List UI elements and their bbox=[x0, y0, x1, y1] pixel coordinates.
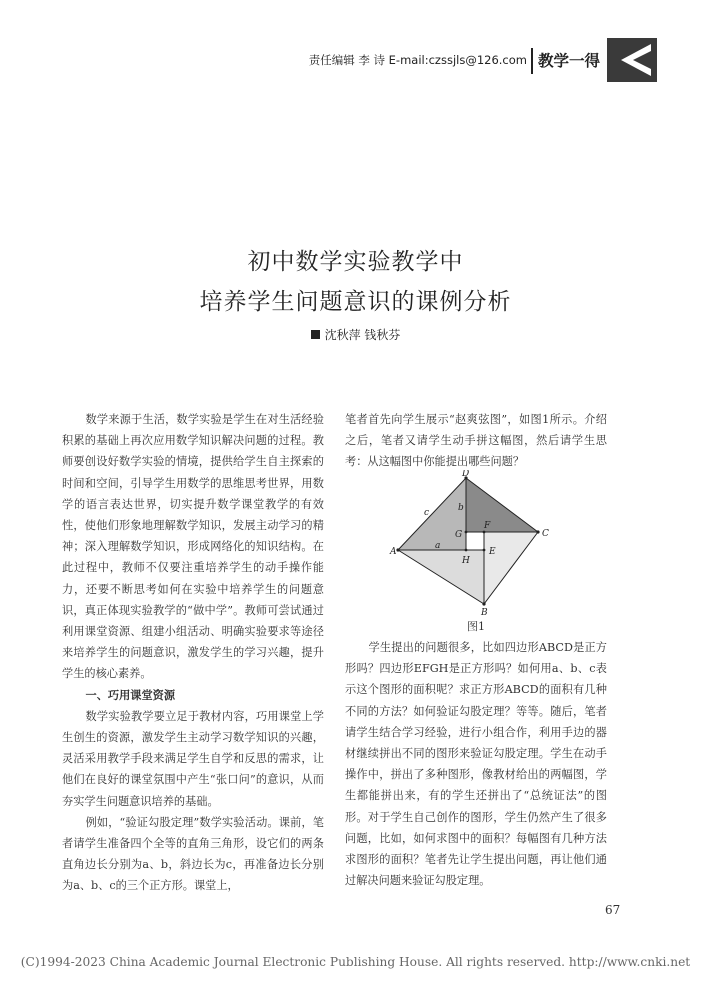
left-column bbox=[62, 409, 324, 897]
label-E: E bbox=[489, 547, 496, 557]
triangle-bottom bbox=[398, 550, 484, 604]
article-title-line1: 初中数学实验教学中 bbox=[247, 249, 464, 275]
label-G: G bbox=[455, 530, 463, 540]
label-B: B bbox=[481, 608, 488, 615]
chevron-logo-icon bbox=[607, 38, 657, 82]
section-name: 教学一得 bbox=[538, 52, 601, 70]
paragraph: 数学来源于生活，数学实验是学生在对生活经验积累的基础上再次应用数学知识解决问题的过程。教师要创设好数学实验的情境，提供给学生自主探索的时间和空间，引导学生用数学的思维思考世界，用数学的语言表达世界，切实提升数学课堂教学的有效性，使他们形象地理解数学知识，发展主动学习的精神；深入理解数学知识，形成网络化的知识结构。在此过程中，教师不仅要注重培养学生的动手操作能力，还要不断思考如何在实验中培养学生的问题意识，真正体现实验教学的“做中学”。教师可尝试通过利用课堂资源、组建小组活动、明确实验要求等途径来培养学生的问题意识，激发学生的学习兴趣，提升学生的核心素养。 bbox=[62, 413, 324, 681]
figure-caption: 图1 bbox=[467, 620, 485, 633]
label-A: A bbox=[390, 547, 397, 557]
editor-contact: 责任编辑 李 诗 E-mail:czssjls@126.com bbox=[308, 53, 527, 67]
square-bullet-icon bbox=[311, 330, 320, 339]
label-C: C bbox=[542, 529, 549, 539]
right-column-top bbox=[345, 409, 607, 473]
author-names: 沈秋萍 钱秋芬 bbox=[324, 328, 401, 342]
triangle-right bbox=[484, 532, 538, 604]
label-D: D bbox=[462, 470, 470, 479]
article-title-line2: 培养学生问题意识的课例分析 bbox=[199, 289, 512, 315]
paragraph: 学生提出的问题很多，比如四边形ABCD是正方形吗？四边形EFGH是正方形吗？如何用a、b、c表示这个图形的面积呢？求正方形ABCD的面积有几种不同的方法？如何验证勾股定理？等等。随后，笔者请学生结合学习经验，进行小组合作，利用手边的器材继续拼出不同的图形来验证勾股定理。学生在动手操作中，拼出了多种图形，像教材给出的两幅图，学生都能拼出来，有的学生还拼出了“总统证法”的图形。对于学生自己创作的图形，学生仍然产生了很多问题，比如，如何求图中的面积？每幅图有几种方法求图形的面积？笔者先让学生提出问题，再让他们通过解决问题来验证勾股定理。 bbox=[345, 641, 607, 888]
paragraph: 笔者首先向学生展示“赵爽弦图”，如图1所示。介绍之后，笔者又请学生动手拼这幅图，然后请学生思考：从这幅图中你能提出哪些问题？ bbox=[345, 413, 607, 469]
inner-square bbox=[466, 532, 484, 550]
zhao-shuang-diagram bbox=[388, 470, 568, 615]
label-b: b bbox=[458, 503, 464, 513]
header-divider bbox=[531, 48, 533, 74]
copyright-footer: (C)1994-2023 China Academic Journal Electronic Publishing House. All rights reserved. http://www.cnki.net bbox=[20, 955, 691, 969]
page-header bbox=[0, 38, 711, 78]
right-column-bottom bbox=[345, 637, 607, 891]
triangle-top bbox=[466, 478, 538, 532]
paragraph: 例如，“验证勾股定理”数学实验活动。课前，笔者请学生准备四个全等的直角三角形，设它们的两条直角边长分别为a、b，斜边长为c，再准备边长分别为a、b、c的三个正方形。课堂上， bbox=[62, 815, 324, 893]
label-a: a bbox=[435, 541, 441, 551]
label-c: c bbox=[424, 508, 430, 518]
label-F: F bbox=[484, 521, 491, 531]
page-number: 67 bbox=[605, 903, 621, 917]
label-H: H bbox=[462, 556, 470, 566]
section-heading: 一、巧用课堂资源 bbox=[85, 688, 176, 702]
article-authors bbox=[0, 326, 711, 343]
paragraph: 数学实验教学要立足于教材内容，巧用课堂上学生创生的资源，激发学生主动学习数学知识的兴趣，灵活采用教学手段来满足学生自学和反思的需求，让他们在良好的课堂氛围中产生“张口问”的意识，从而夯实学生问题意识培养的基础。 bbox=[62, 709, 324, 808]
